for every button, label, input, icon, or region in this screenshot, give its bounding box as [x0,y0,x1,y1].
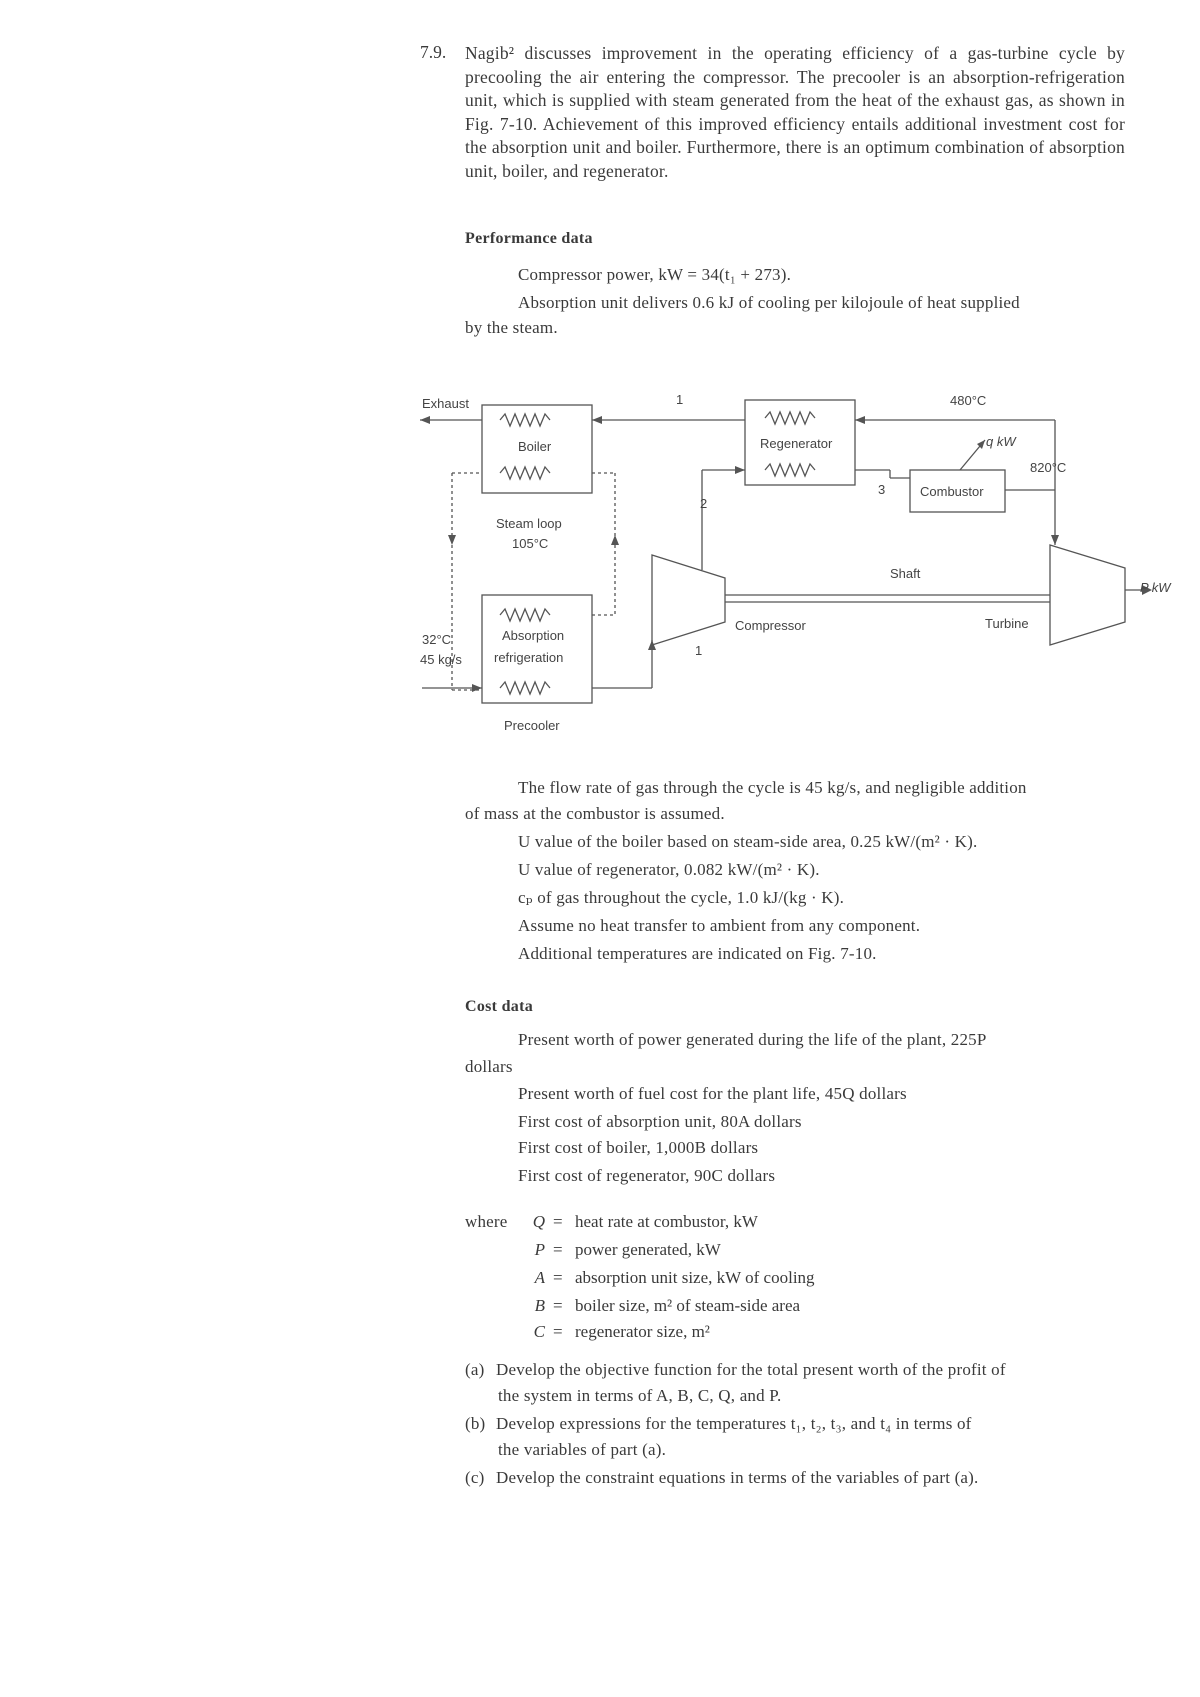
question-b-line2: the variables of part (a). [498,1440,667,1459]
cost-heading: Cost data [465,998,534,1015]
inlet-flow-label: 45 kg/s [420,652,462,667]
first-cost-regenerator: First cost of regenerator, 90C dollars [518,1166,776,1185]
pw-power-line2: dollars [465,1057,513,1076]
node1-top-label: 1 [676,392,684,407]
node1-bottom-label: 1 [695,643,703,658]
u-regen-text: U value of regenerator, 0.082 kW/(m² · K). [518,860,820,879]
where-label: where [465,1212,508,1231]
where-symbol: B [534,1296,545,1315]
where-equals: = [553,1322,563,1341]
cycle-diagram [0,0,1200,760]
p-kw-label: P kW [1140,580,1171,595]
inlet-arrow-icon [472,684,482,692]
absorption-label: Absorption [502,628,565,643]
regen-inlet-arrow-icon [735,466,745,474]
temp-820-label: 820°C [1030,460,1067,475]
exhaust-label: Exhaust [422,396,469,411]
pw-power-line1: Present worth of power generated during the life of the plant, 225P [518,1030,987,1049]
refrigeration-label: refrigeration [494,650,564,665]
where-symbol: Q [532,1212,545,1231]
turbine-inlet-arrow-icon [1051,535,1059,545]
additional-temps-text: Additional temperatures are indicated on Fig. 7-10. [518,944,877,963]
where-symbol: C [533,1322,545,1341]
first-cost-absorption: First cost of absorption unit, 80A dollars [518,1112,802,1131]
first-cost-boiler: First cost of boiler, 1,000B dollars [518,1138,759,1157]
steam-loop-label: Steam loop [496,516,562,531]
where-symbol: A [534,1268,545,1287]
cp-text: cₚ of gas throughout the cycle, 1.0 kJ/(kg · K). [518,888,845,907]
u-boiler-text: U value of the boiler based on steam-side area, 0.25 kW/(m² · K). [518,832,978,851]
regenerator-label: Regenerator [760,436,833,451]
where-equals: = [553,1268,563,1287]
question-a-line2: the system in terms of A, B, C, Q, and P. [498,1386,782,1405]
turbine-label: Turbine [985,616,1029,631]
absorption-text-line2: by the steam. [465,318,558,337]
question-b-line1: Develop expressions for the temperatures t₁, t₂, t₃, and t₄ in terms of [496,1414,972,1433]
where-symbol: P [534,1240,545,1259]
inlet-temp-label: 32°C [422,632,452,647]
problem-intro: Nagib² discusses improvement in the operating efficiency of a gas-turbine cycle by precooling the air entering the compressor. The precooler is an absorption-refrigeration unit, which is supplied with steam generated from the heat of the exhaust gas, as shown in Fig. 7-10. Achievement of this improved efficiency entails additional investment cost for the absorption unit and boiler. Furthermore, there is an optimum combination of absorption unit, boiler, and regenerator. [465,43,1125,181]
problem-number: 7.9. [420,42,447,62]
turbine-exhaust-arrow-icon [855,416,865,424]
gas-arrow-icon [592,416,602,424]
node2-label: 2 [700,496,708,511]
exhaust-arrow-icon [420,416,430,424]
steam-temp-label: 105°C [512,536,549,551]
precooler-label: Precooler [504,718,560,733]
shaft-label: Shaft [890,566,921,581]
boiler-label: Boiler [518,439,552,454]
turbine-shape [1050,545,1125,645]
q-kw-label: q kW [986,434,1016,449]
question-c-line1: Develop the constraint equations in terms of the variables of part (a). [496,1468,979,1487]
combustor-label: Combustor [920,484,984,499]
flow-line2: of mass at the combustor is assumed. [465,804,725,823]
boiler-coil-bottom [500,467,550,479]
node3-label: 3 [878,482,886,497]
where-equals: = [553,1240,563,1259]
temp-480-label: 480°C [950,393,987,408]
question-b-label: (b) [465,1414,486,1433]
where-description: regenerator size, m² [575,1322,710,1341]
where-description: heat rate at combustor, kW [575,1212,758,1231]
where-equals: = [553,1296,563,1315]
compressor-label: Compressor [735,618,806,633]
where-description: boiler size, m² of steam-side area [575,1296,801,1315]
compressor-power-text: Compressor power, kW = 34(t₁ + 273). [518,265,792,284]
assume-text: Assume no heat transfer to ambient from any component. [518,916,921,935]
steam-down-arrow-icon [448,535,456,545]
flow-line1: The flow rate of gas through the cycle is 45 kg/s, and negligible addition [518,778,1027,797]
question-a-line1: Develop the objective function for the total present worth of the profit of [496,1360,1006,1379]
boiler-coil-top [500,414,550,426]
absorption-text-line1: Absorption unit delivers 0.6 kJ of cooling per kilojoule of heat supplied [518,293,1020,312]
where-equals: = [553,1212,563,1231]
question-a-label: (a) [465,1360,485,1379]
where-description: absorption unit size, kW of cooling [575,1268,815,1287]
where-description: power generated, kW [575,1240,721,1259]
steam-up-arrow-icon [611,535,619,545]
compressor-shape [652,555,725,645]
performance-heading: Performance data [465,230,593,247]
pw-fuel-text: Present worth of fuel cost for the plant life, 45Q dollars [518,1084,907,1103]
question-c-label: (c) [465,1468,485,1487]
